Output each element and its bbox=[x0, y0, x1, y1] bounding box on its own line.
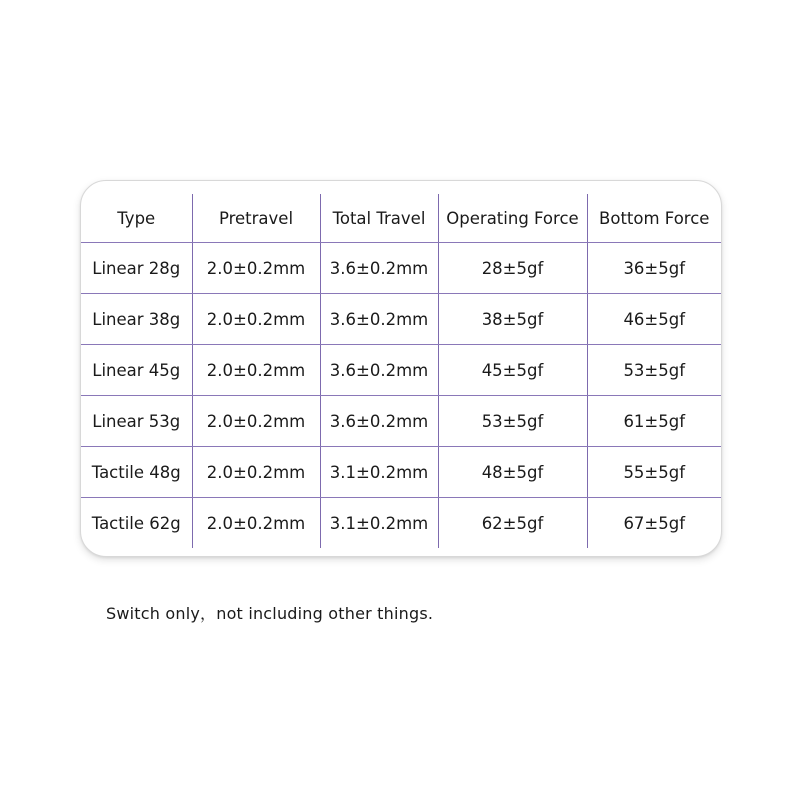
header-operating-force: Operating Force bbox=[438, 194, 587, 243]
cell-operating-force: 38±5gf bbox=[438, 294, 587, 345]
table-row bbox=[81, 294, 721, 345]
table-row bbox=[81, 396, 721, 447]
spec-card bbox=[80, 180, 722, 557]
cell-type: Tactile 62g bbox=[91, 513, 181, 533]
cell-total-travel: 3.1±0.2mm bbox=[320, 498, 438, 549]
cell-pretravel: 2.0±0.2mm bbox=[192, 345, 320, 396]
cell-pretravel: 2.0±0.2mm bbox=[192, 294, 320, 345]
cell-operating-force: 53±5gf bbox=[438, 396, 587, 447]
table-header-row bbox=[81, 194, 721, 243]
header-type: Type bbox=[81, 194, 192, 243]
cell-operating-force: 48±5gf bbox=[438, 447, 587, 498]
cell-bottom-force: 36±5gf bbox=[587, 243, 721, 294]
cell-operating-force: 62±5gf bbox=[438, 498, 587, 549]
cell-bottom-force: 55±5gf bbox=[587, 447, 721, 498]
footnote: Switch only，not including other things. bbox=[106, 604, 434, 623]
cell-pretravel: 2.0±0.2mm bbox=[192, 243, 320, 294]
cell-type: Tactile 48g bbox=[81, 447, 192, 498]
header-total-travel: Total Travel bbox=[320, 194, 438, 243]
cell-total-travel: 3.6±0.2mm bbox=[320, 396, 438, 447]
table-row bbox=[81, 447, 721, 498]
cell-bottom-force: 46±5gf bbox=[587, 294, 721, 345]
cell-pretravel: 2.0±0.2mm bbox=[192, 447, 320, 498]
cell-type: Linear 53g bbox=[81, 396, 192, 447]
cell-total-travel: 3.6±0.2mm bbox=[320, 345, 438, 396]
cell-bottom-force: 67±5gf bbox=[587, 498, 721, 549]
cell-type: Linear 45g bbox=[81, 345, 192, 396]
header-bottom-force: Bottom Force bbox=[587, 194, 721, 243]
cell-bottom-force: 61±5gf bbox=[587, 396, 721, 447]
cell-operating-force: 45±5gf bbox=[438, 345, 587, 396]
cell-type: Linear 38g bbox=[81, 294, 192, 345]
cell-type: Linear 28g bbox=[81, 243, 192, 294]
cell-total-travel: 3.6±0.2mm bbox=[320, 294, 438, 345]
table-row bbox=[81, 243, 721, 294]
cell-total-travel: 3.1±0.2mm bbox=[320, 447, 438, 498]
cell-bottom-force: 53±5gf bbox=[587, 345, 721, 396]
cell-pretravel: 2.0±0.2mm bbox=[192, 498, 320, 549]
table-row bbox=[81, 498, 721, 549]
table-row bbox=[81, 345, 721, 396]
cell-pretravel: 2.0±0.2mm bbox=[192, 396, 320, 447]
switch-spec-table bbox=[81, 194, 721, 548]
header-pretravel: Pretravel bbox=[192, 194, 320, 243]
cell-total-travel: 3.6±0.2mm bbox=[320, 243, 438, 294]
cell-operating-force: 28±5gf bbox=[438, 243, 587, 294]
